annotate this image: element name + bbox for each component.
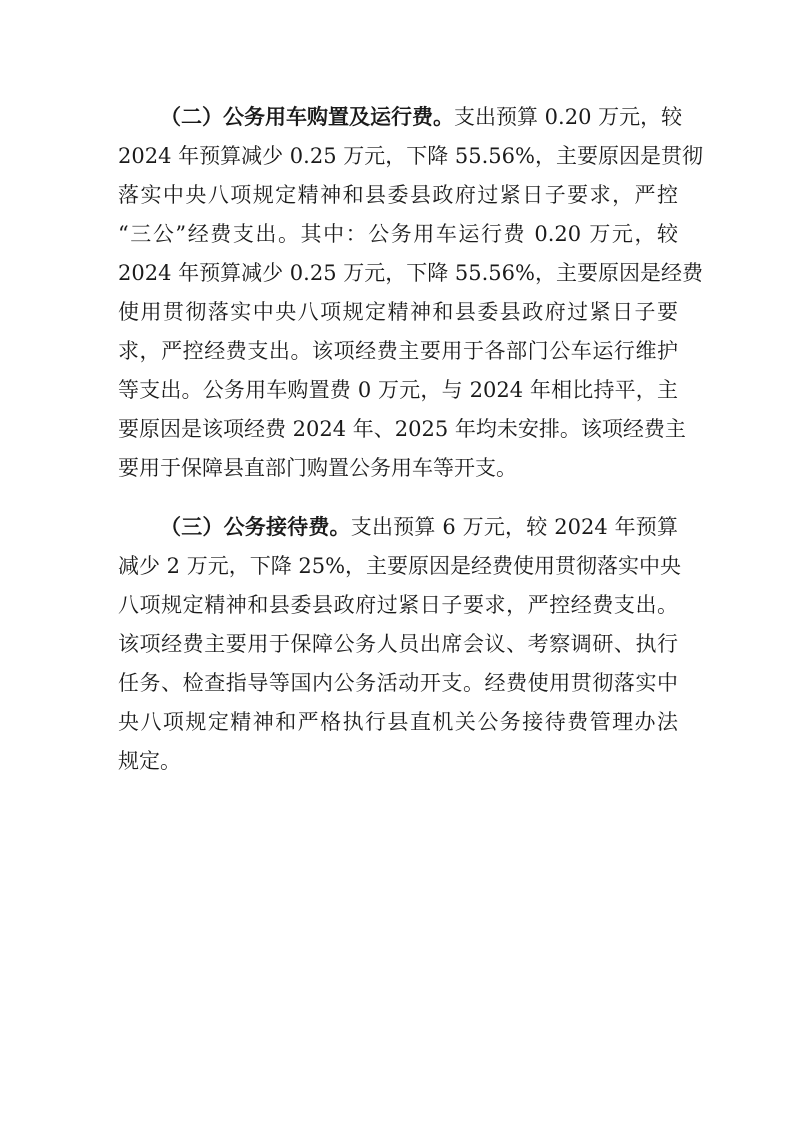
document-body [118,98,703,781]
paragraph-first-line [118,508,678,547]
text-line: 求，严控经费支出。该项经费主要用于各部门公车运行维护 [118,339,678,363]
text-line: 2024 年预算减少 0.25 万元，下降 55.56%，主要原因是经费 [118,261,703,285]
text-line: 要原因是该项经费 2024 年、2025 年均未安排。该项经费主 [118,417,686,441]
text-line: 支出预算 0.20 万元，较 [454,105,683,129]
text-line: 使用贯彻落实中央八项规定精神和县委县政府过紧日子要 [118,300,678,324]
text-line: 任务、检查指导等国内公务活动开支。经费使用贯彻落实中 [118,671,678,695]
paragraph-first-line [118,98,683,137]
text-line: 支出预算 6 万元，较 2024 年预算 [350,515,678,539]
text-line: 央八项规定精神和严格执行县直机关公务接待费管理办法 [118,710,678,734]
paragraph-reception-costs [118,508,682,781]
section-heading-reception: （三）公务接待费。 [160,515,351,539]
paragraph-vehicle-costs [118,98,703,488]
text-line: “三公”经费支出。其中：公务用车运行费 0.20 万元，较 [118,222,678,246]
text-line: 八项规定精神和县委县政府过紧日子要求，严控经费支出。 [118,593,678,617]
text-line: 规定。 [118,749,181,773]
text-line: 要用于保障县直部门购置公务用车等开支。 [118,456,517,480]
text-line: 该项经费主要用于保障公务人员出席会议、考察调研、执行 [118,632,678,656]
text-line: 落实中央八项规定精神和县委县政府过紧日子要求，严控 [118,183,678,207]
section-heading-vehicle: （二）公务用车购置及运行费。 [160,105,454,129]
text-line: 2024 年预算减少 0.25 万元，下降 55.56%，主要原因是贯彻 [118,144,703,168]
text-line: 减少 2 万元，下降 25%，主要原因是经费使用贯彻落实中央 [118,554,682,578]
text-line: 等支出。公务用车购置费 0 万元，与 2024 年相比持平，主 [118,378,678,402]
